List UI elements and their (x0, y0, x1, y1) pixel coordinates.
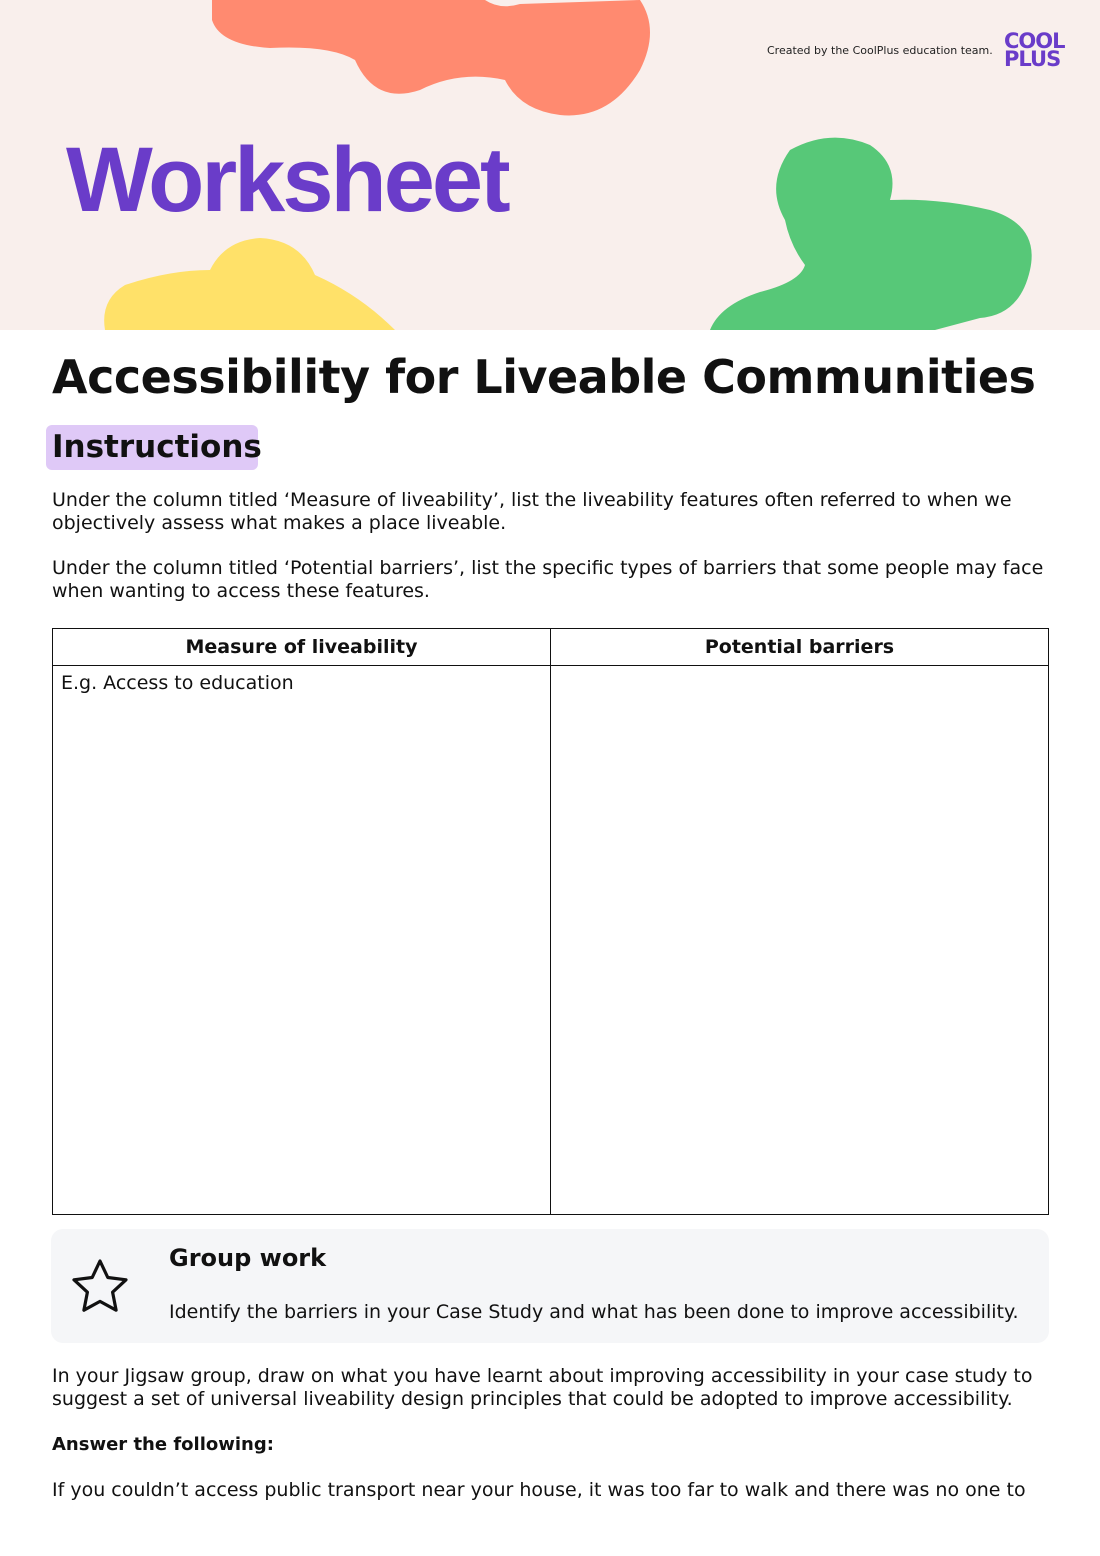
question-text: If you couldn’t access public transport near your house, it was too far to walk and there was no one to (52, 1479, 1026, 1501)
instruction-paragraph-2: Under the column titled ‘Potential barriers’, list the specific types of barriers that some people may face when wanting to access these features. (52, 557, 1044, 602)
measure-cell[interactable]: E.g. Access to education (53, 666, 551, 1215)
instruction-paragraph-1: Under the column titled ‘Measure of liveability’, list the liveability features often referred to when we objectively assess what makes a place liveable. (52, 489, 1012, 534)
instructions-label: Instructions (46, 425, 258, 470)
logo-line-2: PLUS (1004, 47, 1061, 71)
answer-label: Answer the following: (52, 1434, 274, 1455)
liveability-table (52, 628, 1049, 1215)
jigsaw-paragraph: In your Jigsaw group, draw on what you have learnt about improving accessibility in your case study to suggest a set of universal liveability design principles that could be adopted to improve accessibility. (52, 1365, 1033, 1410)
green-blob (710, 138, 1032, 330)
header-potential-barriers: Potential barriers (551, 629, 1049, 666)
credit-text: Created by the CoolPlus education team. (767, 44, 993, 57)
document-title: Accessibility for Liveable Communities (52, 350, 1036, 404)
star-icon (70, 1258, 130, 1316)
logo-line-1: COOL (1004, 29, 1065, 53)
header-banner (0, 0, 1100, 330)
barriers-cell[interactable] (551, 666, 1049, 1215)
group-work-title: Group work (169, 1244, 327, 1272)
table-row (53, 666, 1049, 1215)
header-measure-of-liveability: Measure of liveability (53, 629, 551, 666)
coolplus-logo (1004, 29, 1068, 74)
orange-blob (212, 0, 650, 115)
table-header-row (53, 629, 1049, 666)
yellow-blob (104, 238, 395, 330)
group-work-body: Identify the barriers in your Case Study and what has been done to improve accessibility. (169, 1301, 1019, 1323)
worksheet-title: Worksheet (66, 129, 508, 231)
